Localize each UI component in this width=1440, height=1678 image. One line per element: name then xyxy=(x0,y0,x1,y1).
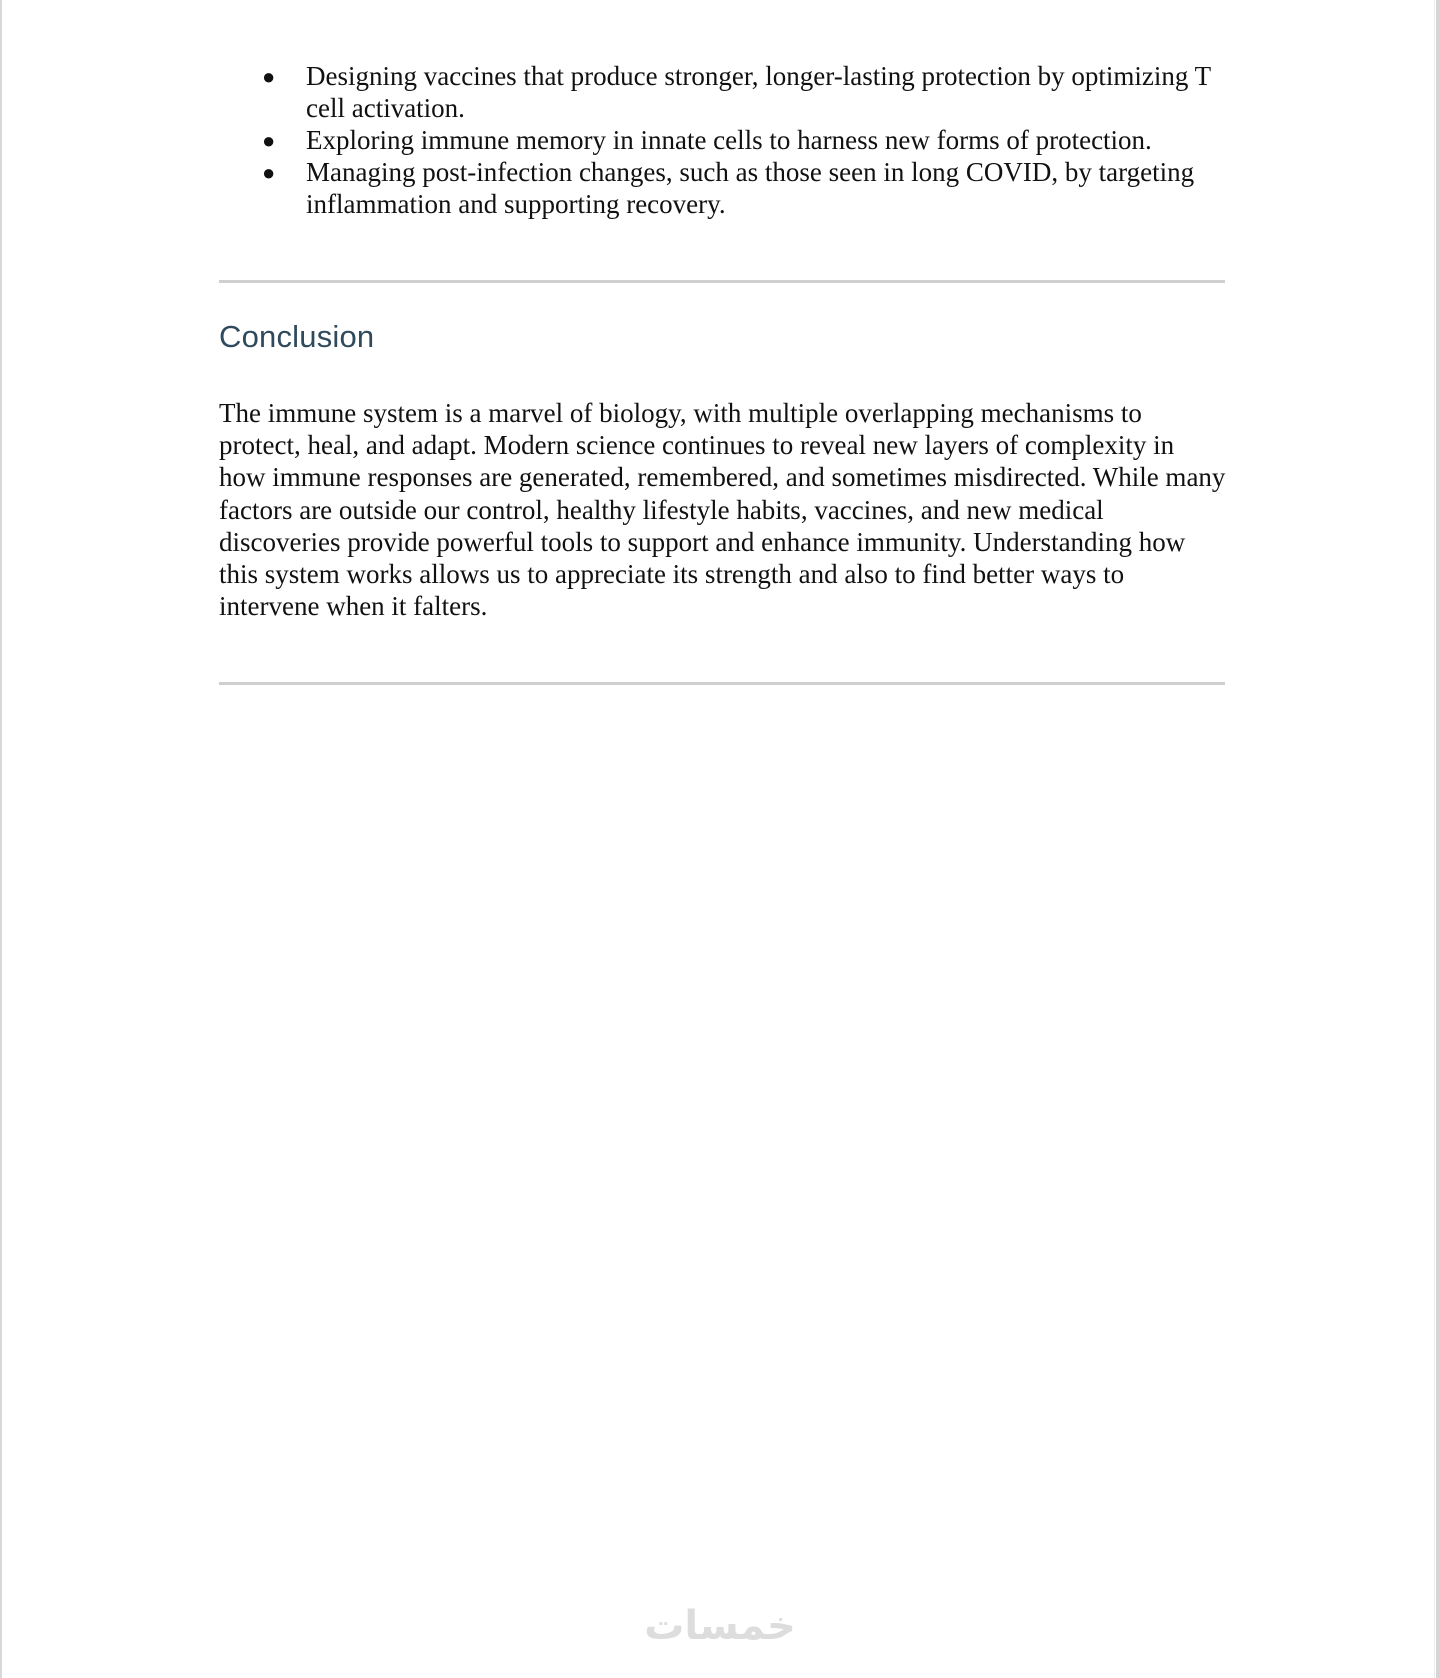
bullet-icon: ● xyxy=(262,64,276,89)
bullet-icon: ● xyxy=(262,160,276,185)
page-left-border xyxy=(0,0,2,1678)
list-item-text: Managing post-infection changes, such as those seen in long COVID, by targeting inflammation and supporting recovery. xyxy=(306,157,1195,219)
section-divider xyxy=(219,682,1225,685)
page-right-shadow xyxy=(1434,0,1435,1678)
list-item xyxy=(262,124,1227,156)
page-right-border xyxy=(1436,0,1440,1678)
list-item-text: Designing vaccines that produce stronger, longer-lasting protection by optimizing T cell activation. xyxy=(306,61,1211,123)
watermark-logo: خمسات xyxy=(644,1603,796,1649)
bullet-list xyxy=(219,60,1227,220)
conclusion-paragraph: The immune system is a marvel of biology, with multiple overlapping mechanisms to protect, heal, and adapt. Modern science continues to reveal new layers of complexity in how immune responses are generated, remembered, and sometimes misdirected. While many factors are outside our control, healthy lifestyle habits, vaccines, and new medical discoveries provide powerful tools to support and enhance immunity. Understanding how this system works allows us to appreciate its strength and also to find better ways to intervene when it falters. xyxy=(219,398,1226,622)
conclusion-heading: Conclusion xyxy=(219,319,375,354)
bullet-icon: ● xyxy=(262,128,276,153)
list-item xyxy=(262,156,1227,220)
list-item xyxy=(262,60,1227,124)
section-divider xyxy=(219,280,1225,283)
list-item-text: Exploring immune memory in innate cells to harness new forms of protection. xyxy=(306,125,1152,155)
document-content xyxy=(219,60,1227,685)
